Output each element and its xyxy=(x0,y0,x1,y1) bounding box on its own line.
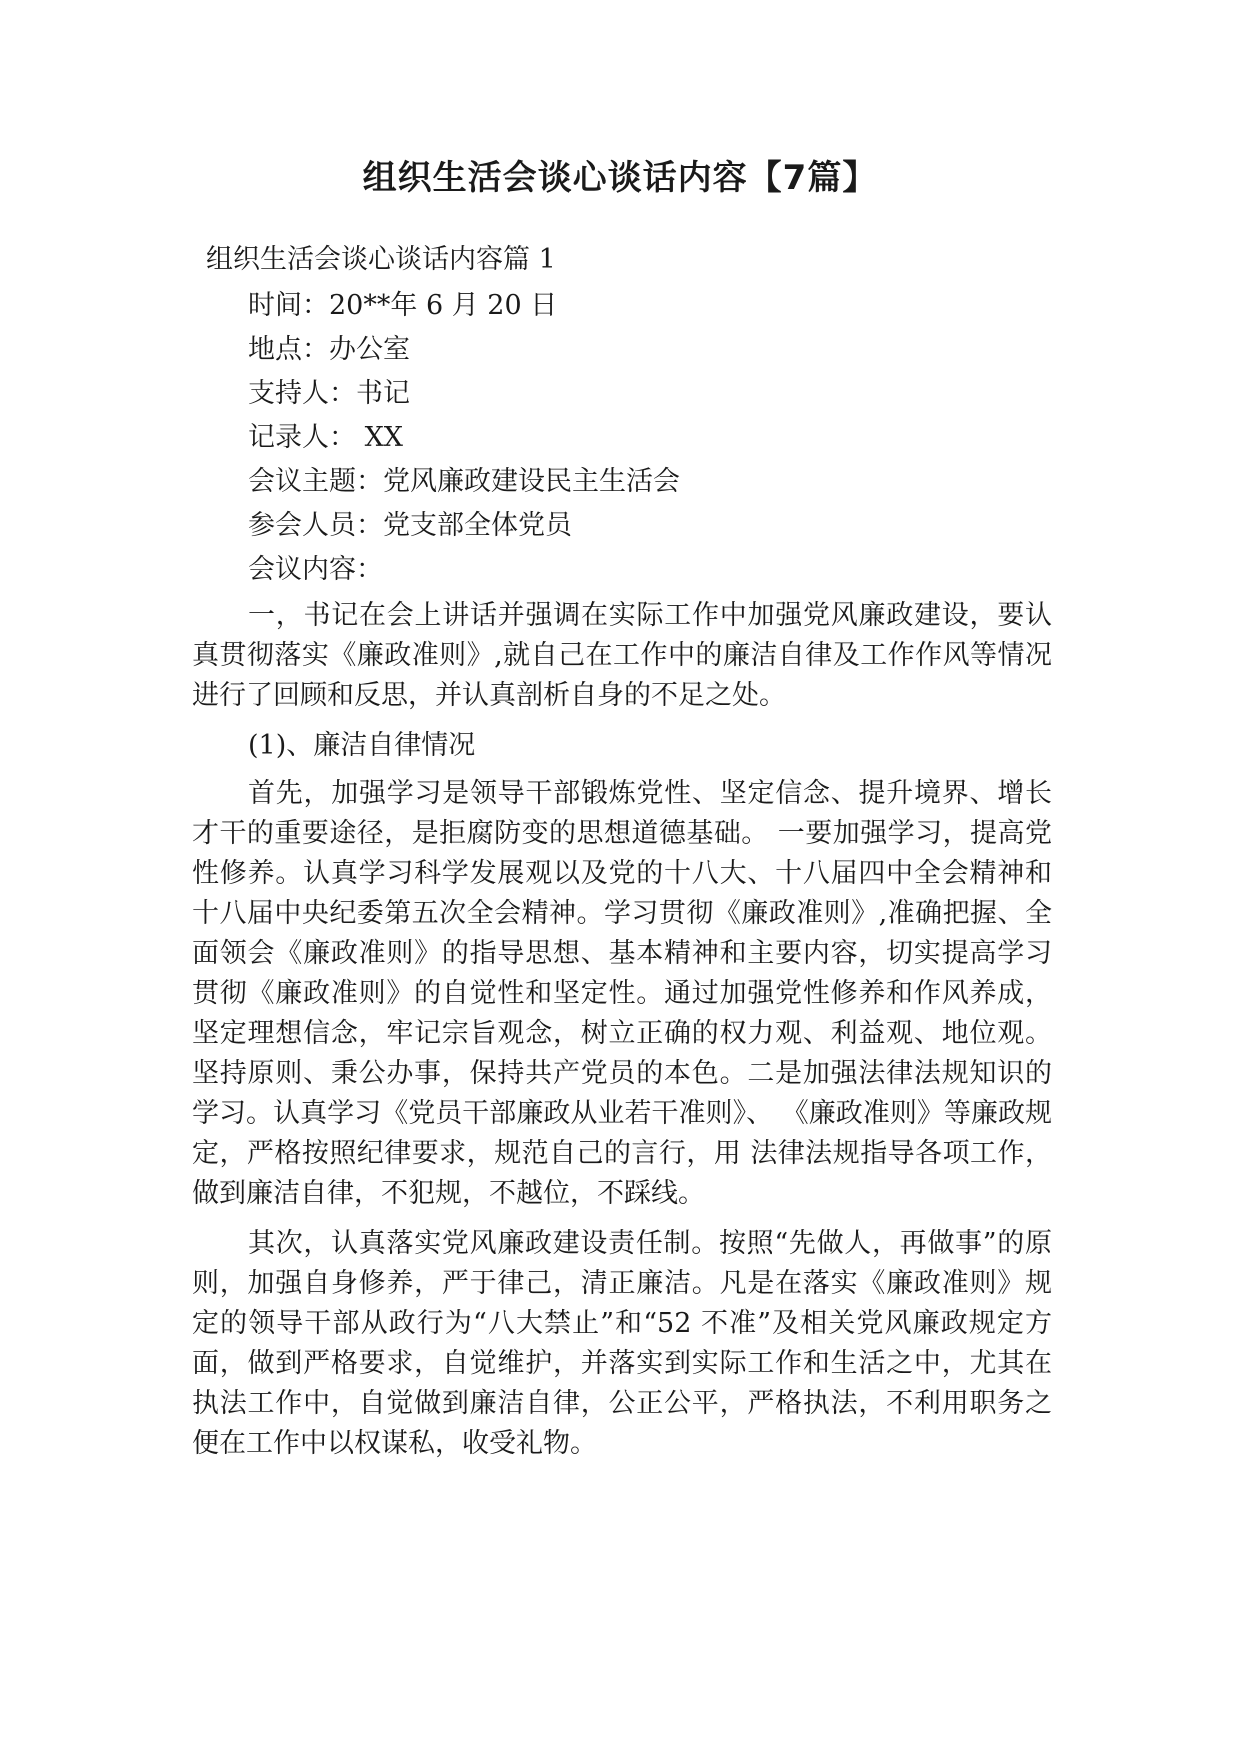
meta-recorder: 记录人： XX xyxy=(248,422,404,453)
meta-host: 支持人：书记 xyxy=(248,378,410,409)
paragraph-3: 其次，认真落实党风廉政建设责任制。按照“先做人，再做事”的原则，加强自身修养，严于律己，清正廉洁。凡是在落实《廉政准则》规定的领导干部从政行为“八大禁止”和“52 不准”及相关党风廉政规定方面，做到严格要求，自觉维护，并落实到实际工作和生活之中，尤其在执法工作中，自觉做到廉洁自律，公正公平，严格执法，不利用职务之便在工作中以权谋私，收受礼物。 xyxy=(192,1228,1052,1459)
document-title: 组织生活会谈心谈话内容【7篇】 xyxy=(362,158,878,198)
meta-time: 时间：20**年 6 月 20 日 xyxy=(248,290,558,321)
meta-content-label: 会议内容： xyxy=(248,554,383,585)
subheading-integrity: (1)、廉洁自律情况 xyxy=(248,730,476,761)
meta-topic: 会议主题：党风廉政建设民主生活会 xyxy=(248,466,680,497)
section-title: 组织生活会谈心谈话内容篇 1 xyxy=(206,244,556,275)
paragraph-2: 首先，加强学习是领导干部锻炼党性、坚定信念、提升境界、增长才干的重要途径，是拒腐防变的思想道德基础。 一要加强学习，提高党性修养。认真学习科学发展观以及党的十八大、十八届四中全会精神和十八届中央纪委第五次全会精神。学习贯彻《廉政准则》,准确把握、全面领会《廉政准则》的指导思想、基本精神和主要内容，切实提高学习贯彻《廉政准则》的自觉性和坚定性。通过加强党性修养和作风养成，坚定理想信念，牢记宗旨观念，树立正确的权力观、利益观、地位观。坚持原则、秉公办事，保持共产党员的本色。二是加强法律法规知识的学习。认真学习《党员干部廉政从业若干准则》、 《廉政准则》等廉政规定，严格按照纪律要求，规范自己的言行，用 法律法规指导各项工作，做到廉洁自律，不犯规，不越位，不踩线。 xyxy=(192,778,1052,1209)
paragraph-1: 一，书记在会上讲话并强调在实际工作中加强党风廉政建设，要认真贯彻落实《廉政准则》,就自己在工作中的廉洁自律及工作作风等情况进行了回顾和反思，并认真剖析自身的不足之处。 xyxy=(192,600,1052,711)
document-body xyxy=(192,240,1052,1474)
meta-attendees: 参会人员：党支部全体党员 xyxy=(248,510,572,541)
meta-place: 地点：办公室 xyxy=(248,334,410,365)
